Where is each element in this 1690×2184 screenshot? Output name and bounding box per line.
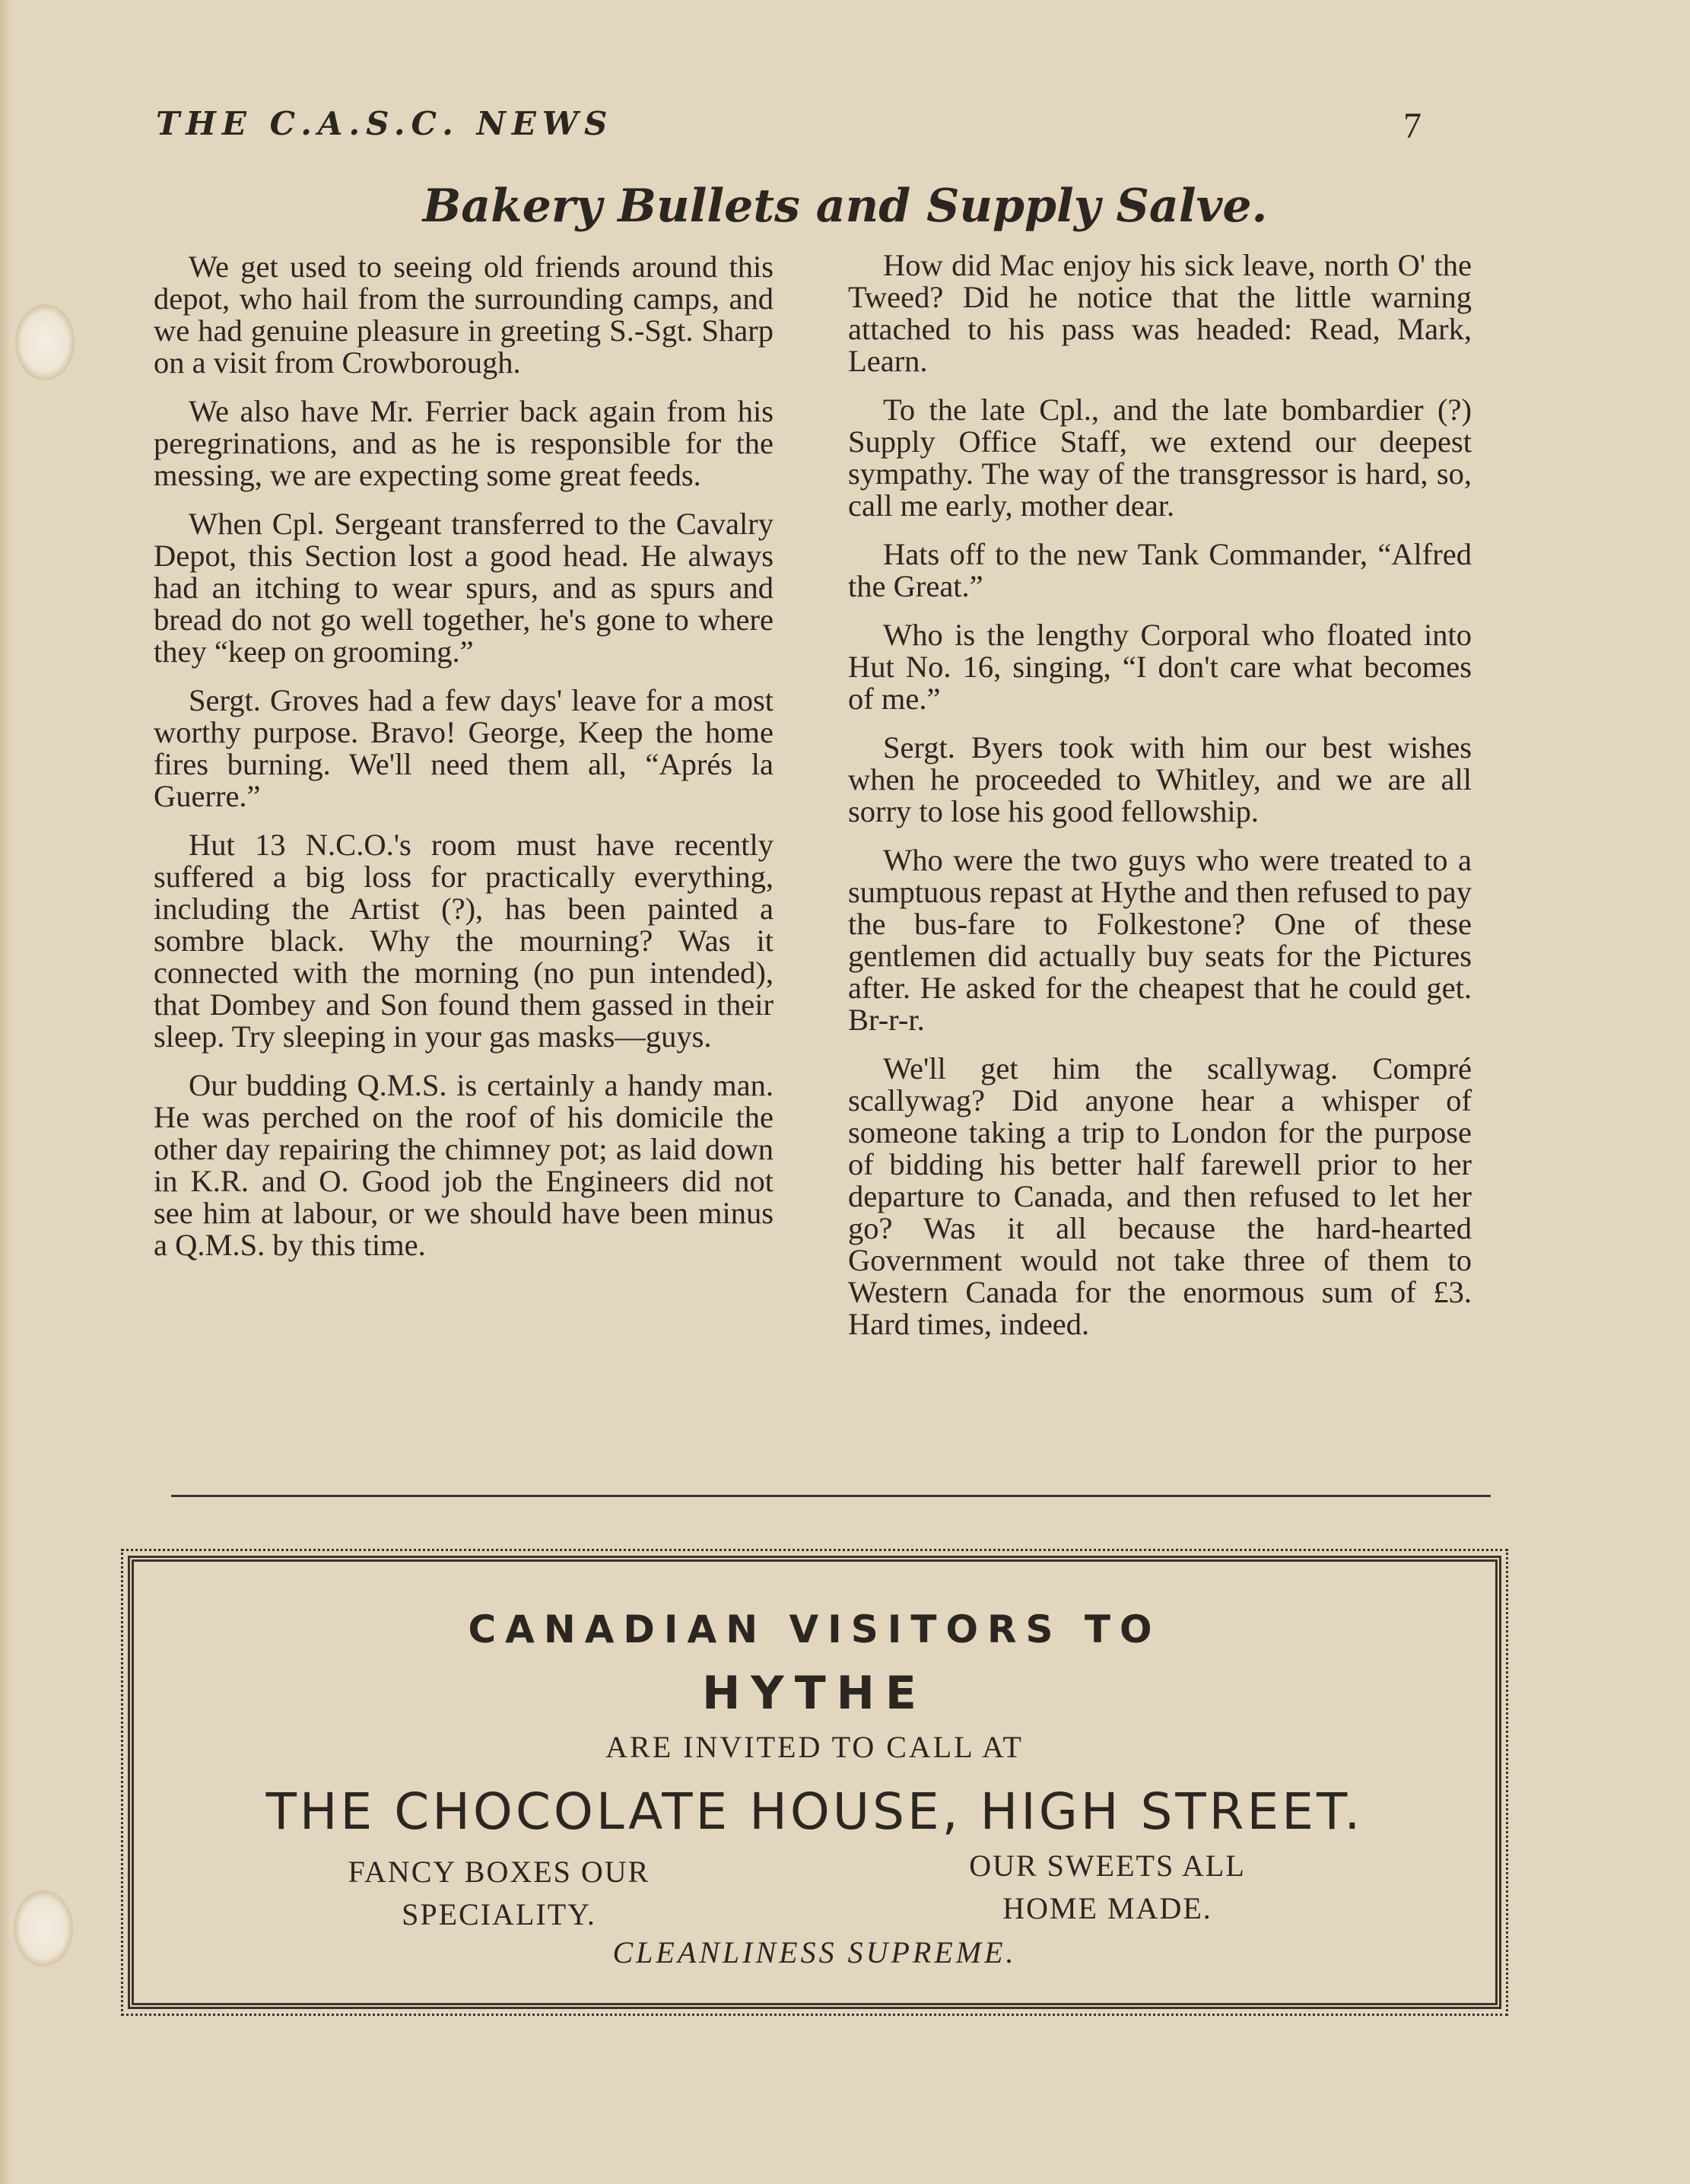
paragraph: Sergt. Byers took with him our best wishes when he proceeded to Whitley, and we are all sorry to lose his good fellowship. (848, 730, 1472, 828)
ad-left-line: FANCY BOXES OUR (348, 1855, 650, 1889)
horizontal-rule (171, 1495, 1491, 1497)
paragraph: When Cpl. Sergeant transferred to the Cavalry Depot, this Section lost a good head. He always had an itching to wear spurs, and as spurs and bread do not go well together, he's gone to where they “keep on grooming.” (154, 507, 774, 669)
punch-hole-bottom (14, 1890, 73, 1966)
paragraph: Who is the lengthy Corporal who floated into Hut No. 16, singing, “I don't care what becomes of me.” (848, 618, 1472, 716)
ad-left-line: SPECIALITY. (402, 1897, 596, 1931)
page-number: 7 (1403, 106, 1422, 146)
paragraph: Our budding Q.M.S. is certainly a handy man. He was perched on the roof of his domicile the other day repairing the chimney pot; as laid down in K.R. and O. Good job the Engineers did not see him at labour, or we should have been minus a Q.M.S. by this time. (154, 1068, 774, 1262)
ad-left-text (286, 1851, 712, 1936)
paragraph: Hats off to the new Tank Commander, “Alfred the Great.” (848, 537, 1472, 603)
paragraph: We get used to seeing old friends around this depot, who hail from the surrounding camps, and we had genuine pleasure in greeting S.-Sgt. Sharp on a visit from Crowborough. (154, 250, 774, 380)
paragraph: Hut 13 N.C.O.'s room must have recently suffered a big loss for practically everything, including the Artist (?), has been painted a sombre black. Why the mourning? Was it connected with the morning (no pun intended), that Dombey and Son found them gassed in their sleep. Try sleeping in your gas masks—guys. (154, 828, 774, 1054)
punch-hole-top (15, 304, 75, 380)
paragraph: We'll get him the scallywag. Compré scallywag? Did anyone hear a whisper of someone taking a trip to London for the purpose of bidding his better half farewell prior to her departure to Canada, and then refused to let her go? Was it all because the hard-hearted Government would not take three of them to Western Canada for the enormous sum of £3. Hard times, indeed. (848, 1051, 1472, 1341)
left-column (154, 251, 774, 1278)
paragraph: Sergt. Groves had a few days' leave for a most worthy purpose. Bravo! George, Keep the home fires burning. We'll need them all, “Aprés la Guerre.” (154, 683, 774, 813)
newsletter-title: THE C.A.S.C. NEWS (156, 105, 614, 142)
paragraph: Who were the two guys who were treated to a sumptuous repast at Hythe and then refused to pay the bus-fare to Folkestone? One of these gentlemen did actually buy seats for the Pictures after. He asked for the cheapest that he could get. Br-r-r. (848, 843, 1472, 1037)
ad-town: HYTHE (702, 1667, 927, 1720)
page-edge (0, 0, 11, 2184)
ad-footer: CLEANLINESS SUPREME. (612, 1935, 1017, 1969)
right-column (848, 250, 1472, 1357)
paragraph: How did Mac enjoy his sick leave, north O' the Tweed? Did he notice that the little warning attached to his pass was headed: Read, Mark, Learn. (848, 248, 1472, 378)
ad-invitation: ARE INVITED TO CALL AT (605, 1730, 1024, 1764)
paragraph: We also have Mr. Ferrier back again from his peregrinations, and as he is responsible for the messing, we are expecting some great feeds. (154, 394, 774, 492)
ad-right-line: HOME MADE. (1002, 1891, 1212, 1925)
ad-right-text (894, 1845, 1320, 1930)
article-title: Bakery Bullets and Supply Salve. (422, 180, 1268, 233)
paragraph: To the late Cpl., and the late bombardier (?) Supply Office Staff, we extend our deepest sympathy. The way of the transgressor is hard, so, call me early, mother dear. (848, 393, 1472, 523)
advertisement-box (128, 1556, 1501, 2009)
ad-right-line: OUR SWEETS ALL (969, 1849, 1246, 1883)
ad-shop-name: THE CHOCOLATE HOUSE, HIGH STREET. (265, 1782, 1364, 1841)
ad-heading: CANADIAN VISITORS TO (468, 1607, 1161, 1652)
